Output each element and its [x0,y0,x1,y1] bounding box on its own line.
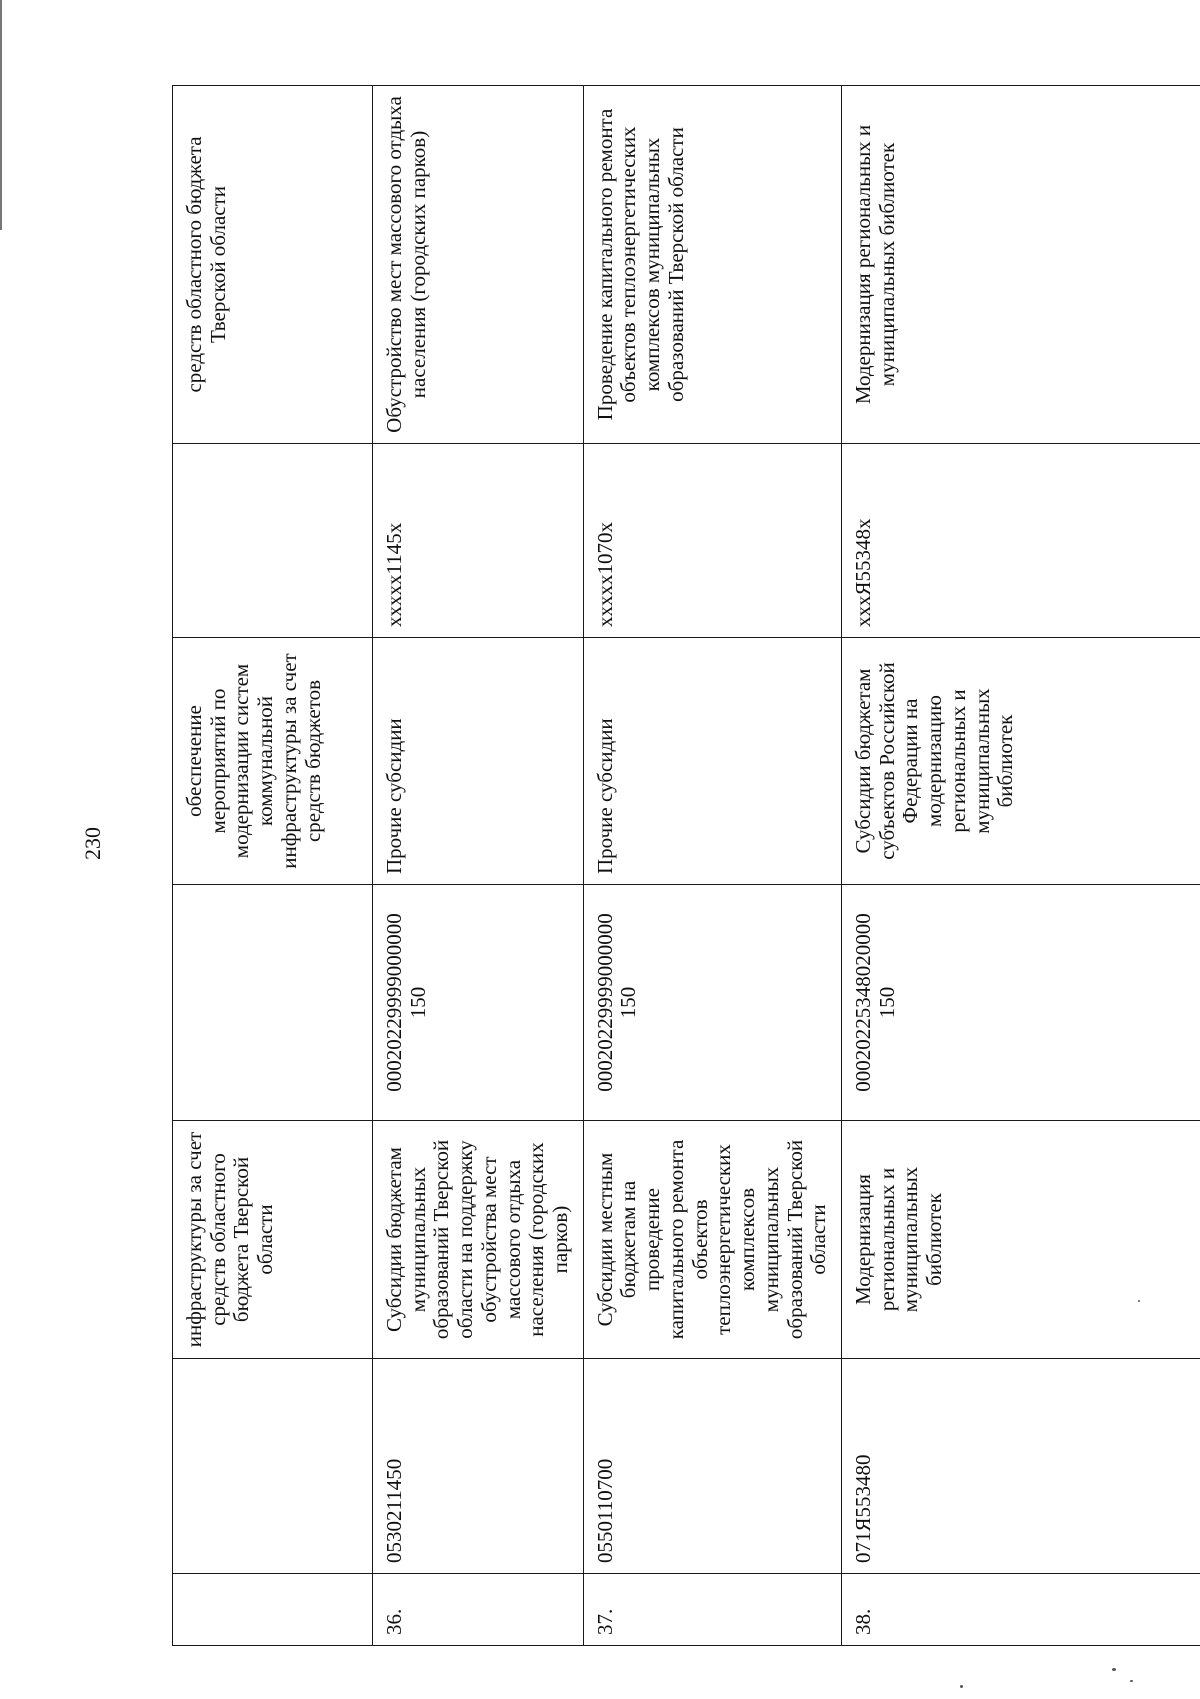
target-code-cell: 071Я553480 [841,1359,1200,1574]
purpose-cell: Обустройство мест массового отдыха населения (городских парков) [373,86,584,444]
table-row [841,86,1200,1646]
table-row-continuation [173,86,373,1646]
revenue-name-cell: обеспечение мероприятий по модернизации систем коммунальной инфраструктуры за счет средств бюджетов [173,638,373,885]
scan-speck [960,1685,963,1688]
table-row [583,86,841,1646]
revenue-code-cell: 00020229999000000 150 [583,885,841,1121]
scan-speck [1138,1300,1140,1302]
budget-table [172,85,1200,1646]
table-row [373,86,584,1646]
revenue-name-cell: Прочие субсидии [583,638,841,885]
expense-code-cell: xxxxx1145x [373,444,584,638]
row-number-cell: 38. [841,1574,1200,1646]
revenue-code-cell: 00020229999000000 150 [373,885,584,1121]
target-code-cell: 0530211450 [373,1359,584,1574]
purpose-cell: Модернизация региональных и муниципальных библиотек [841,86,1200,444]
scan-speck [1112,1668,1116,1671]
scan-speck [1130,1680,1133,1682]
revenue-name-cell: Субсидии бюджетам субъектов Российской Федерации на модернизацию региональных и муниципальных библиотек [841,638,1200,885]
subsidy-name-cell: инфраструктуры за счет средств областного бюджета Тверской области [173,1121,373,1359]
subsidy-name-cell: Субсидии бюджетам муниципальных образований Тверской области на поддержку обустройства мест массового отдыха населения (городских парков) [373,1121,584,1359]
row-number-cell [173,1574,373,1646]
revenue-code-cell: 00020225348020000 150 [841,885,1200,1121]
page-number: 230 [80,827,105,860]
scan-edge-line [0,0,2,230]
row-number-cell: 36. [373,1574,584,1646]
subsidy-name-cell: Модернизация региональных и муниципальных библиотек [841,1121,1200,1359]
target-code-cell: 0550110700 [583,1359,841,1574]
revenue-code-cell [173,885,373,1121]
purpose-cell: Проведение капитального ремонта объектов теплоэнергетических комплексов муниципальных образований Тверской области [583,86,841,444]
rotated-table-sheet [172,86,1180,1646]
revenue-name-cell: Прочие субсидии [373,638,584,885]
purpose-cell: средств областного бюджета Тверской области [173,86,373,444]
expense-code-cell: xxxЯ55348x [841,444,1200,638]
expense-code-cell [173,444,373,638]
expense-code-cell: xxxxx1070x [583,444,841,638]
target-code-cell [173,1359,373,1574]
row-number-cell: 37. [583,1574,841,1646]
subsidy-name-cell: Субсидии местным бюджетам на проведение капитального ремонта объектов теплоэнергетических комплексов муниципальных образований Тверской области [583,1121,841,1359]
